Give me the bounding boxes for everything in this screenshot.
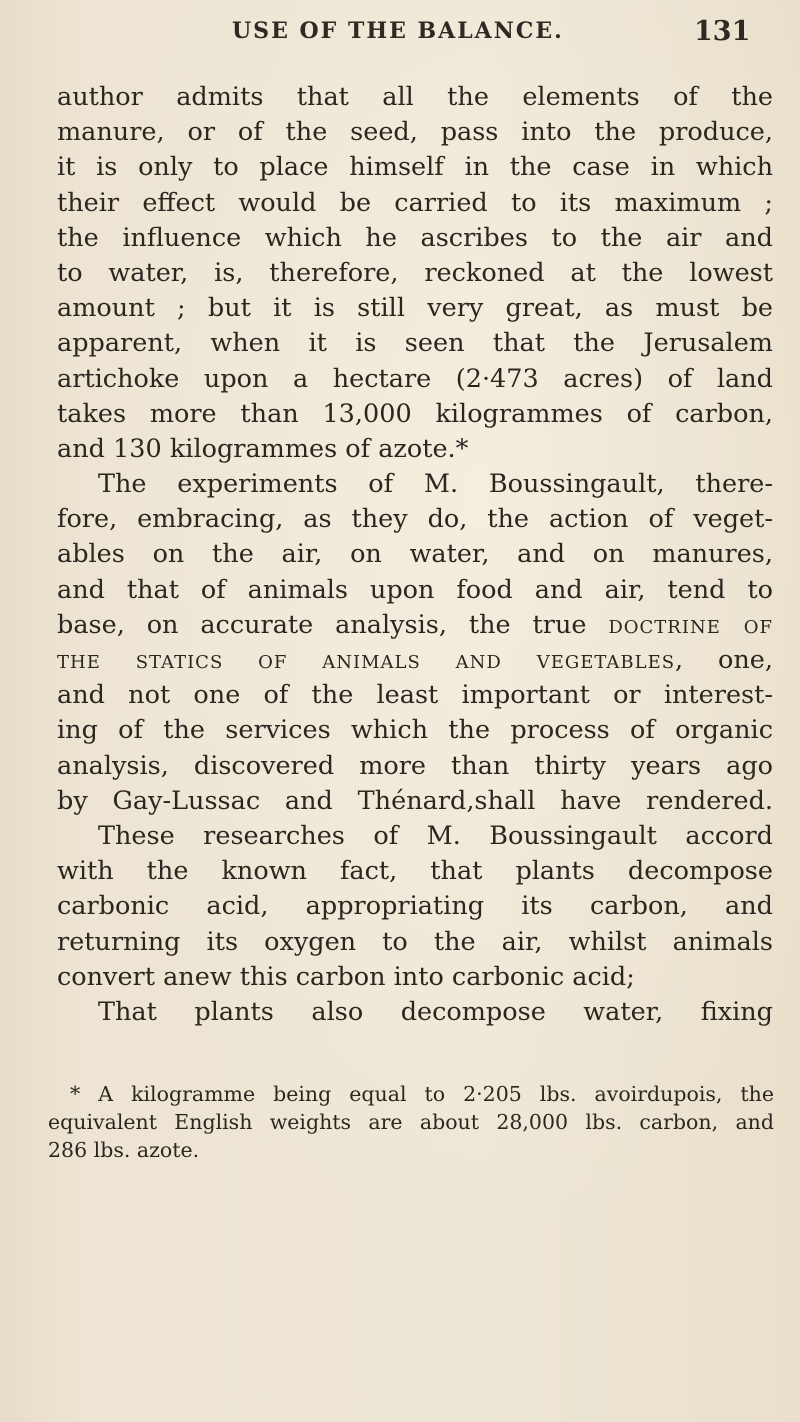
text-line: to water, is, therefore, reckoned at the lowest	[57, 257, 773, 288]
footnote-line: 286 lbs. azote.	[48, 1138, 200, 1162]
body-text	[57, 80, 773, 1030]
text-line: their effect would be carried to its maximum ;	[57, 187, 773, 218]
text-line: and that of animals upon food and air, tend to	[57, 574, 773, 605]
small-caps-segment: doctrine of	[608, 609, 773, 640]
text-segment: one,	[718, 645, 773, 675]
text-line: fore, embracing, as they do, the action of veget-	[57, 504, 773, 535]
text-line: ing of the services which the process of organic	[57, 715, 773, 746]
text-line: it is only to place himself in the case in which	[57, 152, 773, 183]
paragraph-start-line: The experiments of M. Boussingault, there-	[98, 469, 773, 500]
text-line: analysis, discovered more than thirty years ago	[57, 750, 773, 781]
text-line: carbonic acid, appropriating its carbon, and	[57, 891, 773, 922]
text-line: author admits that all the elements of the	[57, 82, 773, 112]
text-line: apparent, when it is seen that the Jerusalem	[57, 328, 773, 359]
paragraph-start-line: That plants also decompose water, fixing	[98, 996, 773, 1027]
text-line: the influence which he ascribes to the air and	[57, 222, 773, 253]
small-caps-segment: the statics of animals and vegetables,	[57, 645, 685, 675]
text-line: amount ; but it is still very great, as must be	[57, 293, 773, 324]
text-line: manure, or of the seed, pass into the produce,	[57, 117, 773, 148]
text-line: convert anew this carbon into carbonic acid;	[57, 961, 635, 992]
text-line: with the known fact, that plants decompose	[57, 856, 773, 887]
footnote-line: equivalent English weights are about 28,000 lbs. carbon, and	[48, 1110, 774, 1134]
text-line: takes more than 13,000 kilogrammes of carbon,	[57, 398, 773, 429]
text-segment: base, on accurate analysis, the true	[57, 609, 587, 640]
running-title: USE OF THE BALANCE.	[232, 18, 564, 44]
text-line: by Gay-Lussac and Thénard,shall have rendered.	[57, 785, 773, 816]
footnote	[48, 1080, 774, 1164]
paragraph-start-line: These researches of M. Boussingault accord	[98, 820, 773, 851]
text-line: and 130 kilogrammes of azote.*	[57, 433, 469, 464]
page-header	[0, 16, 800, 56]
text-line-mixed	[57, 608, 773, 643]
page-number: 131	[694, 16, 751, 47]
text-line: artichoke upon a hectare (2·473 acres) of land	[57, 363, 773, 394]
footnote-line: * A kilogramme being equal to 2·205 lbs. avoirdupois, the	[70, 1082, 774, 1106]
text-line: and not one of the least important or interest-	[57, 680, 773, 711]
text-line: ables on the air, on water, and on manures,	[57, 539, 773, 570]
text-line-mixed	[57, 643, 773, 678]
text-line: returning its oxygen to the air, whilst animals	[57, 926, 773, 957]
